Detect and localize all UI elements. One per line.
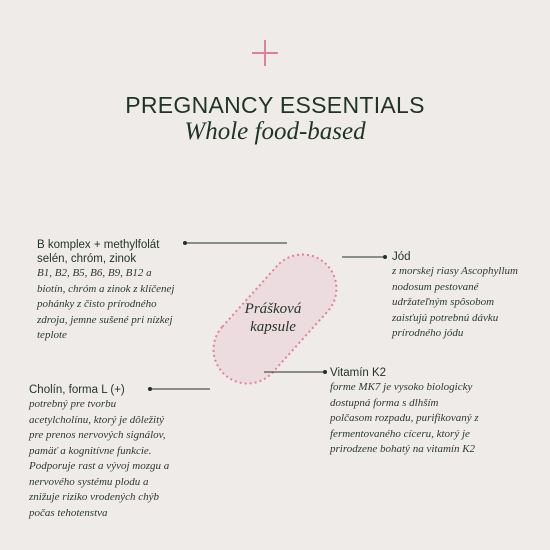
page-title: PREGNANCY ESSENTIALS xyxy=(125,92,425,118)
capsule-label-line2: kapsule xyxy=(250,319,296,335)
cholin-desc-line: pamäť a kognitívne funkcie. xyxy=(29,444,152,457)
jod-desc-line: zaisťujú potrebnú dávku xyxy=(392,311,499,324)
vitamin-k2-desc-line: fermentovaného cíceru, ktorý je xyxy=(330,427,470,440)
b-complex-heading-line1: B komplex + methylfolát xyxy=(37,239,160,251)
cholin-desc-line: pre prenos nervových signálov, xyxy=(29,429,166,441)
vitamin-k2-block xyxy=(330,366,510,458)
jod-desc-line: nodosum pestované xyxy=(392,280,479,293)
jod-desc-line: z morskej riasy Ascophyllum xyxy=(392,265,518,277)
page-subtitle: Whole food-based xyxy=(184,118,366,145)
b-complex-desc xyxy=(37,266,237,344)
vitamin-k2-desc-line: polčasom rozpadu, purifikovaný z xyxy=(330,412,479,424)
cholin-desc-line: počas tehotenstva xyxy=(29,506,108,519)
jod-heading: Jód xyxy=(392,251,411,263)
b-complex-block xyxy=(37,238,237,344)
vitamin-k2-desc-line: prirodzene bohatý na vitamín K2 xyxy=(330,443,476,455)
cholin-desc-line: Podporuje rast a vývoj mozgu a xyxy=(29,460,170,472)
jod-desc-line: prírodného jódu xyxy=(392,327,464,339)
cholin-heading: Cholín, forma L (+) xyxy=(29,384,125,396)
b-complex-desc-line: B1, B2, B5, B6, B9, B12 a xyxy=(37,267,152,279)
b-complex-heading-line2: selén, chróm, zinok xyxy=(37,253,137,265)
connector-dot-jod xyxy=(383,255,387,259)
cholin-desc-line: znižuje riziko vrodených chýb xyxy=(29,491,160,503)
jod-desc xyxy=(392,264,542,342)
vitamin-k2-desc-line: forme MK7 je vysoko biologicky xyxy=(330,381,473,393)
b-complex-desc-line: zdroja, jemne sušené pri nízkej xyxy=(37,313,173,326)
cholin-desc xyxy=(29,397,229,521)
connector-dot-k2 xyxy=(323,370,327,374)
b-complex-desc-line: pohánky z čisto prírodného xyxy=(37,298,157,310)
b-complex-desc-line: teplote xyxy=(37,329,67,341)
vitamin-k2-desc xyxy=(330,380,510,458)
jod-block xyxy=(392,250,542,342)
cholin-desc-line: nervového systému plodu a xyxy=(29,475,149,488)
cholin-desc-line: acetylcholínu, ktorý je dôležitý xyxy=(29,413,165,426)
b-complex-desc-line: biotín, chróm a zinok z klíčenej xyxy=(37,282,175,295)
vitamin-k2-desc-line: dostupná forma s dlhším xyxy=(330,396,439,409)
jod-desc-line: udržateľným spôsobom xyxy=(392,296,495,308)
cholin-block xyxy=(29,383,229,521)
vitamin-k2-heading: Vitamín K2 xyxy=(330,367,387,379)
capsule-label-line1: Prášková xyxy=(244,301,302,317)
cholin-desc-line: potrebný pre tvorbu xyxy=(29,398,117,410)
